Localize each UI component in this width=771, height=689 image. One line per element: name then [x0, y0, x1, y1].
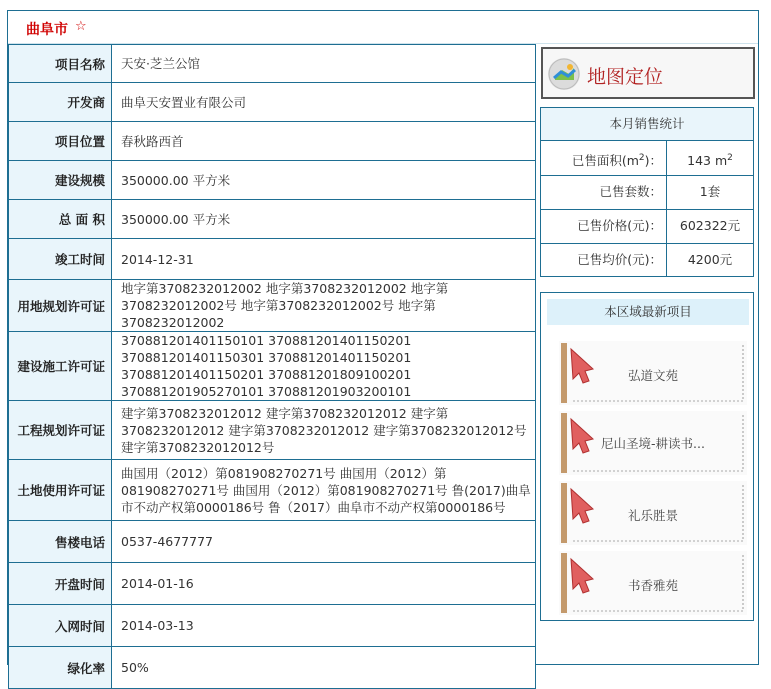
info-label: 用地规划许可证 [9, 280, 112, 332]
map-locate-icon [548, 58, 580, 90]
info-row [9, 605, 536, 647]
info-value: 曲阜天安置业有限公司 [112, 83, 536, 122]
info-label: 总 面 积 [9, 200, 112, 239]
info-row [9, 460, 536, 521]
stats-area-value: 143 $m^2$ [687, 153, 733, 169]
info-label: 开发商 [9, 83, 112, 122]
info-value: 建字第3708232012012 建字第3708232012012 建字第3708232012012 建字第3708232012012 建字第3708232012012号 建字第3708232012012号 [112, 401, 536, 460]
stats-row-price [541, 209, 753, 244]
info-row [9, 239, 536, 280]
stats-count-value: 1套 [699, 184, 721, 199]
project-info-table [8, 44, 536, 689]
stats-area-label: 已售面积$(m^2)$： [541, 141, 667, 175]
info-value: 春秋路西首 [112, 122, 536, 161]
info-value: 天安·芝兰公馆 [112, 45, 536, 83]
info-value: 2014-12-31 [112, 239, 536, 280]
new-project-item[interactable] [559, 411, 747, 475]
info-value: 370881201401150101 370881201401150201 370881201401150301 370881201401150201 370881201401150201 370881201809100201 370881201905270101 370881201903200101 [112, 332, 536, 401]
city-name[interactable]: 曲阜市 [26, 22, 68, 38]
info-row [9, 647, 536, 689]
info-label: 建设规模 [9, 161, 112, 200]
stats-row-count [541, 175, 753, 210]
info-value: 2014-03-13 [112, 605, 536, 647]
new-projects-title: 本区域最新项目 [547, 299, 749, 325]
info-row [9, 401, 536, 460]
info-label: 绿化率 [9, 647, 112, 689]
monthly-sales-stats [540, 107, 754, 277]
info-row [9, 521, 536, 563]
new-project-item[interactable] [559, 341, 747, 405]
info-value: 350000.00 平方米 [112, 200, 536, 239]
new-projects-panel [540, 292, 754, 621]
new-project-name[interactable]: 礼乐胜景 [627, 508, 678, 523]
stats-price-value: 602322元 [679, 218, 741, 233]
new-project-name[interactable]: 弘道文苑 [627, 368, 678, 383]
new-project-name[interactable]: 尼山圣境-耕读书... [601, 436, 705, 451]
map-locate-button[interactable] [541, 47, 755, 99]
info-row [9, 280, 536, 332]
stats-row-avg [541, 243, 753, 276]
info-row [9, 45, 536, 83]
info-label: 项目位置 [9, 122, 112, 161]
info-value: 地字第3708232012002 地字第3708232012002 地字第3708232012002号 地字第3708232012002号 地字第3708232012002 [112, 280, 536, 332]
stats-row-area [541, 141, 753, 176]
info-label: 入网时间 [9, 605, 112, 647]
info-label: 竣工时间 [9, 239, 112, 280]
info-value: 50% [112, 647, 536, 689]
new-project-item[interactable] [559, 481, 747, 545]
info-value: 350000.00 平方米 [112, 161, 536, 200]
map-locate-label: 地图定位 [587, 66, 664, 88]
info-row [9, 332, 536, 401]
info-label: 项目名称 [9, 45, 112, 83]
favorite-star-icon[interactable]: ☆ [75, 19, 87, 34]
info-row [9, 161, 536, 200]
stats-title: 本月销售统计 [541, 108, 753, 141]
info-label: 售楼电话 [9, 521, 112, 563]
info-value: 2014-01-16 [112, 563, 536, 605]
info-value: 曲国用（2012）第081908270271号 曲国用（2012）第081908270271号 曲国用（2012）第081908270271号 鲁(2017)曲阜市不动产权第0000186号 鲁（2017）曲阜市不动产权第0000186号 [112, 460, 536, 521]
info-label: 建设施工许可证 [9, 332, 112, 401]
info-label: 工程规划许可证 [9, 401, 112, 460]
stats-count-label: 已售套数： [541, 175, 667, 209]
info-row [9, 83, 536, 122]
title-bar [8, 11, 758, 44]
new-project-item[interactable] [559, 551, 747, 615]
info-label: 土地使用许可证 [9, 460, 112, 521]
stats-avg-value: 4200元 [687, 252, 733, 267]
info-row [9, 563, 536, 605]
info-row [9, 122, 536, 161]
info-value: 0537-4677777 [112, 521, 536, 563]
stats-price-label: 已售价格(元)： [541, 209, 667, 243]
info-row [9, 200, 536, 239]
info-label: 开盘时间 [9, 563, 112, 605]
stats-avg-label: 已售均价(元)： [541, 243, 667, 276]
new-project-name[interactable]: 书香雅苑 [627, 578, 678, 593]
